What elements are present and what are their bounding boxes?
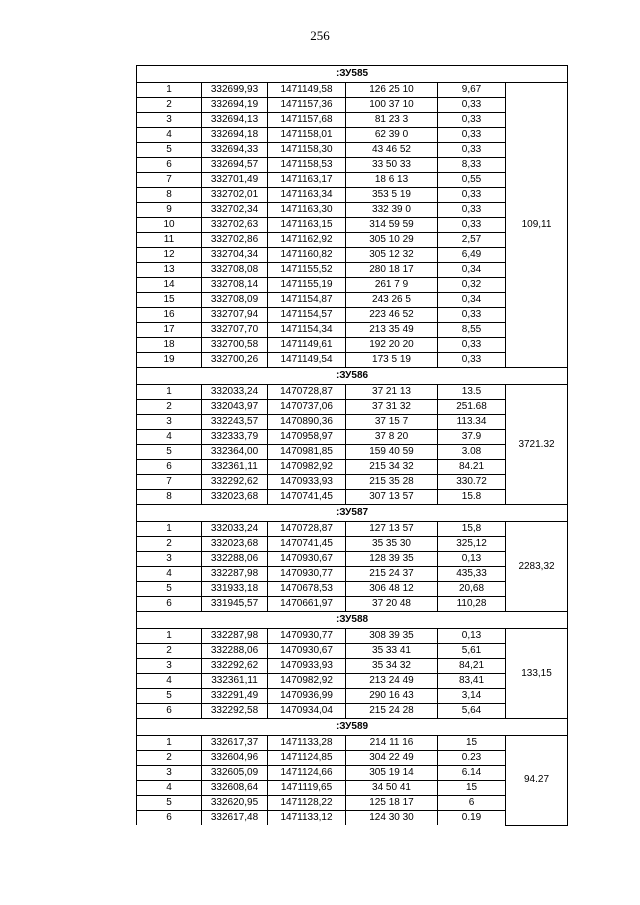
point-number-cell: 5 <box>137 445 202 460</box>
point-number-cell: 6 <box>137 158 202 173</box>
table-row <box>137 659 568 674</box>
segment-length-cell: 6.14 <box>438 766 506 781</box>
y-coordinate-cell: 1471163,17 <box>268 173 346 188</box>
direction-angle-cell: 100 37 10 <box>346 98 438 113</box>
x-coordinate-cell: 332694,19 <box>202 98 268 113</box>
segment-length-cell: 0,55 <box>438 173 506 188</box>
point-number-cell: 4 <box>137 674 202 689</box>
point-number-cell: 7 <box>137 475 202 490</box>
section-title: :ЗУ589 <box>137 719 568 736</box>
parcel-area-cell: 3721.32 <box>506 385 568 505</box>
x-coordinate-cell: 332292,62 <box>202 659 268 674</box>
y-coordinate-cell: 1470981,85 <box>268 445 346 460</box>
section-title: :ЗУ587 <box>137 505 568 522</box>
table-row <box>137 113 568 128</box>
table-row <box>137 278 568 293</box>
direction-angle-cell: 33 50 33 <box>346 158 438 173</box>
direction-angle-cell: 307 13 57 <box>346 490 438 505</box>
parcel-area-cell: 133,15 <box>506 629 568 719</box>
x-coordinate-cell: 332617,48 <box>202 811 268 826</box>
direction-angle-cell: 280 18 17 <box>346 263 438 278</box>
x-coordinate-cell: 332694,18 <box>202 128 268 143</box>
point-number-cell: 13 <box>137 263 202 278</box>
y-coordinate-cell: 1470741,45 <box>268 537 346 552</box>
table-row <box>137 218 568 233</box>
y-coordinate-cell: 1471119,65 <box>268 781 346 796</box>
segment-length-cell: 0,33 <box>438 308 506 323</box>
x-coordinate-cell: 332361,11 <box>202 674 268 689</box>
x-coordinate-cell: 332291,49 <box>202 689 268 704</box>
table-row <box>137 308 568 323</box>
x-coordinate-cell: 332364,00 <box>202 445 268 460</box>
table-row <box>137 323 568 338</box>
direction-angle-cell: 305 10 29 <box>346 233 438 248</box>
x-coordinate-cell: 332694,13 <box>202 113 268 128</box>
table-row <box>137 430 568 445</box>
x-coordinate-cell: 332288,06 <box>202 644 268 659</box>
y-coordinate-cell: 1471124,85 <box>268 751 346 766</box>
y-coordinate-cell: 1470728,87 <box>268 522 346 537</box>
point-number-cell: 6 <box>137 460 202 475</box>
direction-angle-cell: 35 33 41 <box>346 644 438 659</box>
segment-length-cell: 9,67 <box>438 83 506 98</box>
x-coordinate-cell: 332708,09 <box>202 293 268 308</box>
segment-length-cell: 0.23 <box>438 751 506 766</box>
segment-length-cell: 435,33 <box>438 567 506 582</box>
y-coordinate-cell: 1471163,15 <box>268 218 346 233</box>
y-coordinate-cell: 1470930,67 <box>268 644 346 659</box>
segment-length-cell: 0,33 <box>438 203 506 218</box>
segment-length-cell: 15 <box>438 781 506 796</box>
segment-length-cell: 0.19 <box>438 811 506 826</box>
x-coordinate-cell: 332620,95 <box>202 796 268 811</box>
point-number-cell: 15 <box>137 293 202 308</box>
segment-length-cell: 0,33 <box>438 143 506 158</box>
segment-length-cell: 0,33 <box>438 338 506 353</box>
x-coordinate-cell: 332023,68 <box>202 490 268 505</box>
segment-length-cell: 0,32 <box>438 278 506 293</box>
y-coordinate-cell: 1471160,82 <box>268 248 346 263</box>
x-coordinate-cell: 331933,18 <box>202 582 268 597</box>
segment-length-cell: 5,64 <box>438 704 506 719</box>
segment-length-cell: 0,13 <box>438 629 506 644</box>
y-coordinate-cell: 1471158,01 <box>268 128 346 143</box>
segment-length-cell: 0,33 <box>438 188 506 203</box>
section-title: :ЗУ586 <box>137 368 568 385</box>
x-coordinate-cell: 332699,93 <box>202 83 268 98</box>
direction-angle-cell: 243 26 5 <box>346 293 438 308</box>
y-coordinate-cell: 1470930,67 <box>268 552 346 567</box>
x-coordinate-cell: 332605,09 <box>202 766 268 781</box>
parcel-area-cell: 94.27 <box>506 736 568 826</box>
x-coordinate-cell: 332023,68 <box>202 537 268 552</box>
table-row <box>137 338 568 353</box>
y-coordinate-cell: 1470958,97 <box>268 430 346 445</box>
y-coordinate-cell: 1471149,58 <box>268 83 346 98</box>
table-row <box>137 263 568 278</box>
table-row <box>137 689 568 704</box>
x-coordinate-cell: 331945,57 <box>202 597 268 612</box>
x-coordinate-cell: 332033,24 <box>202 385 268 400</box>
x-coordinate-cell: 332702,34 <box>202 203 268 218</box>
table-row <box>137 143 568 158</box>
point-number-cell: 2 <box>137 537 202 552</box>
direction-angle-cell: 308 39 35 <box>346 629 438 644</box>
segment-length-cell: 5,61 <box>438 644 506 659</box>
point-number-cell: 2 <box>137 751 202 766</box>
x-coordinate-cell: 332288,06 <box>202 552 268 567</box>
section-header-row <box>137 719 568 736</box>
table-row <box>137 385 568 400</box>
y-coordinate-cell: 1471155,52 <box>268 263 346 278</box>
coordinates-table <box>136 65 568 826</box>
point-number-cell: 5 <box>137 796 202 811</box>
table-row <box>137 98 568 113</box>
point-number-cell: 3 <box>137 552 202 567</box>
table-row <box>137 751 568 766</box>
section-header-row <box>137 612 568 629</box>
x-coordinate-cell: 332617,37 <box>202 736 268 751</box>
segment-length-cell: 3,14 <box>438 689 506 704</box>
point-number-cell: 1 <box>137 522 202 537</box>
table-row <box>137 582 568 597</box>
direction-angle-cell: 18 6 13 <box>346 173 438 188</box>
direction-angle-cell: 62 39 0 <box>346 128 438 143</box>
y-coordinate-cell: 1471163,34 <box>268 188 346 203</box>
segment-length-cell: 8,55 <box>438 323 506 338</box>
direction-angle-cell: 290 16 43 <box>346 689 438 704</box>
table-row <box>137 400 568 415</box>
point-number-cell: 2 <box>137 400 202 415</box>
segment-length-cell: 15.8 <box>438 490 506 505</box>
segment-length-cell: 13.5 <box>438 385 506 400</box>
segment-length-cell: 3.08 <box>438 445 506 460</box>
point-number-cell: 11 <box>137 233 202 248</box>
table-row <box>137 552 568 567</box>
direction-angle-cell: 125 18 17 <box>346 796 438 811</box>
table-row <box>137 128 568 143</box>
segment-length-cell: 8,33 <box>438 158 506 173</box>
direction-angle-cell: 215 35 28 <box>346 475 438 490</box>
direction-angle-cell: 213 35 49 <box>346 323 438 338</box>
direction-angle-cell: 215 24 28 <box>346 704 438 719</box>
y-coordinate-cell: 1471149,54 <box>268 353 346 368</box>
segment-length-cell: 15,8 <box>438 522 506 537</box>
direction-angle-cell: 304 22 49 <box>346 751 438 766</box>
table-row <box>137 415 568 430</box>
x-coordinate-cell: 332694,33 <box>202 143 268 158</box>
direction-angle-cell: 34 50 41 <box>346 781 438 796</box>
x-coordinate-cell: 332043,97 <box>202 400 268 415</box>
point-number-cell: 3 <box>137 659 202 674</box>
point-number-cell: 6 <box>137 704 202 719</box>
y-coordinate-cell: 1470982,92 <box>268 460 346 475</box>
point-number-cell: 16 <box>137 308 202 323</box>
table-row <box>137 460 568 475</box>
direction-angle-cell: 37 21 13 <box>346 385 438 400</box>
point-number-cell: 1 <box>137 736 202 751</box>
direction-angle-cell: 35 34 32 <box>346 659 438 674</box>
segment-length-cell: 325,12 <box>438 537 506 552</box>
direction-angle-cell: 353 5 19 <box>346 188 438 203</box>
segment-length-cell: 0,33 <box>438 353 506 368</box>
direction-angle-cell: 214 11 16 <box>346 736 438 751</box>
segment-length-cell: 83,41 <box>438 674 506 689</box>
direction-angle-cell: 305 19 14 <box>346 766 438 781</box>
direction-angle-cell: 159 40 59 <box>346 445 438 460</box>
y-coordinate-cell: 1471128,22 <box>268 796 346 811</box>
y-coordinate-cell: 1471157,36 <box>268 98 346 113</box>
direction-angle-cell: 192 20 20 <box>346 338 438 353</box>
direction-angle-cell: 81 23 3 <box>346 113 438 128</box>
direction-angle-cell: 306 48 12 <box>346 582 438 597</box>
segment-length-cell: 0,33 <box>438 128 506 143</box>
table-row <box>137 173 568 188</box>
parcel-area-cell: 109,11 <box>506 83 568 368</box>
section-header-row <box>137 66 568 83</box>
y-coordinate-cell: 1471154,57 <box>268 308 346 323</box>
table-row <box>137 674 568 689</box>
x-coordinate-cell: 332707,94 <box>202 308 268 323</box>
point-number-cell: 1 <box>137 629 202 644</box>
y-coordinate-cell: 1470737,06 <box>268 400 346 415</box>
direction-angle-cell: 37 20 48 <box>346 597 438 612</box>
point-number-cell: 3 <box>137 113 202 128</box>
y-coordinate-cell: 1470661,97 <box>268 597 346 612</box>
section-title: :ЗУ585 <box>137 66 568 83</box>
point-number-cell: 10 <box>137 218 202 233</box>
direction-angle-cell: 124 30 30 <box>346 811 438 826</box>
direction-angle-cell: 215 24 37 <box>346 567 438 582</box>
y-coordinate-cell: 1470933,93 <box>268 659 346 674</box>
y-coordinate-cell: 1471154,87 <box>268 293 346 308</box>
table-row <box>137 158 568 173</box>
y-coordinate-cell: 1471158,30 <box>268 143 346 158</box>
point-number-cell: 9 <box>137 203 202 218</box>
direction-angle-cell: 127 13 57 <box>346 522 438 537</box>
x-coordinate-cell: 332708,14 <box>202 278 268 293</box>
x-coordinate-cell: 332700,58 <box>202 338 268 353</box>
point-number-cell: 3 <box>137 415 202 430</box>
point-number-cell: 19 <box>137 353 202 368</box>
segment-length-cell: 15 <box>438 736 506 751</box>
direction-angle-cell: 215 34 32 <box>346 460 438 475</box>
segment-length-cell: 0,13 <box>438 552 506 567</box>
segment-length-cell: 2,57 <box>438 233 506 248</box>
table-row <box>137 203 568 218</box>
y-coordinate-cell: 1470936,99 <box>268 689 346 704</box>
x-coordinate-cell: 332702,86 <box>202 233 268 248</box>
point-number-cell: 17 <box>137 323 202 338</box>
point-number-cell: 5 <box>137 689 202 704</box>
segment-length-cell: 84,21 <box>438 659 506 674</box>
y-coordinate-cell: 1470678,53 <box>268 582 346 597</box>
point-number-cell: 4 <box>137 781 202 796</box>
segment-length-cell: 6,49 <box>438 248 506 263</box>
direction-angle-cell: 126 25 10 <box>346 83 438 98</box>
direction-angle-cell: 173 5 19 <box>346 353 438 368</box>
point-number-cell: 18 <box>137 338 202 353</box>
direction-angle-cell: 37 8 20 <box>346 430 438 445</box>
segment-length-cell: 0,34 <box>438 263 506 278</box>
y-coordinate-cell: 1471162,92 <box>268 233 346 248</box>
page-number: 256 <box>310 28 330 43</box>
x-coordinate-cell: 332694,57 <box>202 158 268 173</box>
point-number-cell: 12 <box>137 248 202 263</box>
x-coordinate-cell: 332361,11 <box>202 460 268 475</box>
table-row <box>137 188 568 203</box>
y-coordinate-cell: 1471158,53 <box>268 158 346 173</box>
segment-length-cell: 330.72 <box>438 475 506 490</box>
y-coordinate-cell: 1471133,12 <box>268 811 346 826</box>
section-header-row <box>137 368 568 385</box>
table-row <box>137 629 568 644</box>
section-header-row <box>137 505 568 522</box>
x-coordinate-cell: 332702,63 <box>202 218 268 233</box>
x-coordinate-cell: 332702,01 <box>202 188 268 203</box>
x-coordinate-cell: 332608,64 <box>202 781 268 796</box>
point-number-cell: 4 <box>137 128 202 143</box>
point-number-cell: 8 <box>137 490 202 505</box>
y-coordinate-cell: 1470933,93 <box>268 475 346 490</box>
table-row <box>137 796 568 811</box>
table-row <box>137 704 568 719</box>
segment-length-cell: 110,28 <box>438 597 506 612</box>
point-number-cell: 1 <box>137 385 202 400</box>
table-row <box>137 248 568 263</box>
segment-length-cell: 6 <box>438 796 506 811</box>
direction-angle-cell: 128 39 35 <box>346 552 438 567</box>
y-coordinate-cell: 1470930,77 <box>268 567 346 582</box>
point-number-cell: 2 <box>137 98 202 113</box>
direction-angle-cell: 332 39 0 <box>346 203 438 218</box>
x-coordinate-cell: 332243,57 <box>202 415 268 430</box>
x-coordinate-cell: 332704,34 <box>202 248 268 263</box>
y-coordinate-cell: 1470741,45 <box>268 490 346 505</box>
segment-length-cell: 0,33 <box>438 218 506 233</box>
x-coordinate-cell: 332701,49 <box>202 173 268 188</box>
table-row <box>137 766 568 781</box>
table-row <box>137 445 568 460</box>
point-number-cell: 4 <box>137 430 202 445</box>
y-coordinate-cell: 1470982,92 <box>268 674 346 689</box>
table-row <box>137 781 568 796</box>
parcel-area-cell: 2283,32 <box>506 522 568 612</box>
direction-angle-cell: 37 15 7 <box>346 415 438 430</box>
table-row <box>137 597 568 612</box>
segment-length-cell: 20,68 <box>438 582 506 597</box>
y-coordinate-cell: 1471163,30 <box>268 203 346 218</box>
point-number-cell: 8 <box>137 188 202 203</box>
table-row <box>137 736 568 751</box>
point-number-cell: 4 <box>137 567 202 582</box>
direction-angle-cell: 314 59 59 <box>346 218 438 233</box>
y-coordinate-cell: 1470930,77 <box>268 629 346 644</box>
segment-length-cell: 0,33 <box>438 113 506 128</box>
table-row <box>137 293 568 308</box>
x-coordinate-cell: 332292,58 <box>202 704 268 719</box>
point-number-cell: 14 <box>137 278 202 293</box>
point-number-cell: 5 <box>137 582 202 597</box>
x-coordinate-cell: 332333,79 <box>202 430 268 445</box>
point-number-cell: 1 <box>137 83 202 98</box>
direction-angle-cell: 223 46 52 <box>346 308 438 323</box>
x-coordinate-cell: 332708,08 <box>202 263 268 278</box>
point-number-cell: 5 <box>137 143 202 158</box>
direction-angle-cell: 261 7 9 <box>346 278 438 293</box>
direction-angle-cell: 37 31 32 <box>346 400 438 415</box>
table-row <box>137 475 568 490</box>
x-coordinate-cell: 332604,96 <box>202 751 268 766</box>
y-coordinate-cell: 1470728,87 <box>268 385 346 400</box>
section-title: :ЗУ588 <box>137 612 568 629</box>
direction-angle-cell: 305 12 32 <box>346 248 438 263</box>
point-number-cell: 6 <box>137 597 202 612</box>
y-coordinate-cell: 1471154,34 <box>268 323 346 338</box>
point-number-cell: 3 <box>137 766 202 781</box>
direction-angle-cell: 35 35 30 <box>346 537 438 552</box>
point-number-cell: 7 <box>137 173 202 188</box>
x-coordinate-cell: 332287,98 <box>202 567 268 582</box>
segment-length-cell: 0,33 <box>438 98 506 113</box>
y-coordinate-cell: 1470934,04 <box>268 704 346 719</box>
table-row <box>137 567 568 582</box>
y-coordinate-cell: 1471155,19 <box>268 278 346 293</box>
table-row <box>137 83 568 98</box>
x-coordinate-cell: 332707,70 <box>202 323 268 338</box>
table-row <box>137 811 568 826</box>
direction-angle-cell: 213 24 49 <box>346 674 438 689</box>
segment-length-cell: 0,34 <box>438 293 506 308</box>
segment-length-cell: 251.68 <box>438 400 506 415</box>
segment-length-cell: 37.9 <box>438 430 506 445</box>
table-row <box>137 233 568 248</box>
y-coordinate-cell: 1471149,61 <box>268 338 346 353</box>
point-number-cell: 2 <box>137 644 202 659</box>
x-coordinate-cell: 332033,24 <box>202 522 268 537</box>
y-coordinate-cell: 1471124,66 <box>268 766 346 781</box>
x-coordinate-cell: 332287,98 <box>202 629 268 644</box>
table-row <box>137 644 568 659</box>
segment-length-cell: 84.21 <box>438 460 506 475</box>
x-coordinate-cell: 332700,26 <box>202 353 268 368</box>
y-coordinate-cell: 1471133,28 <box>268 736 346 751</box>
table-row <box>137 522 568 537</box>
point-number-cell: 6 <box>137 811 202 826</box>
segment-length-cell: 113.34 <box>438 415 506 430</box>
y-coordinate-cell: 1470890,36 <box>268 415 346 430</box>
table-row <box>137 537 568 552</box>
table-row <box>137 490 568 505</box>
x-coordinate-cell: 332292,62 <box>202 475 268 490</box>
direction-angle-cell: 43 46 52 <box>346 143 438 158</box>
y-coordinate-cell: 1471157,68 <box>268 113 346 128</box>
table-row <box>137 353 568 368</box>
